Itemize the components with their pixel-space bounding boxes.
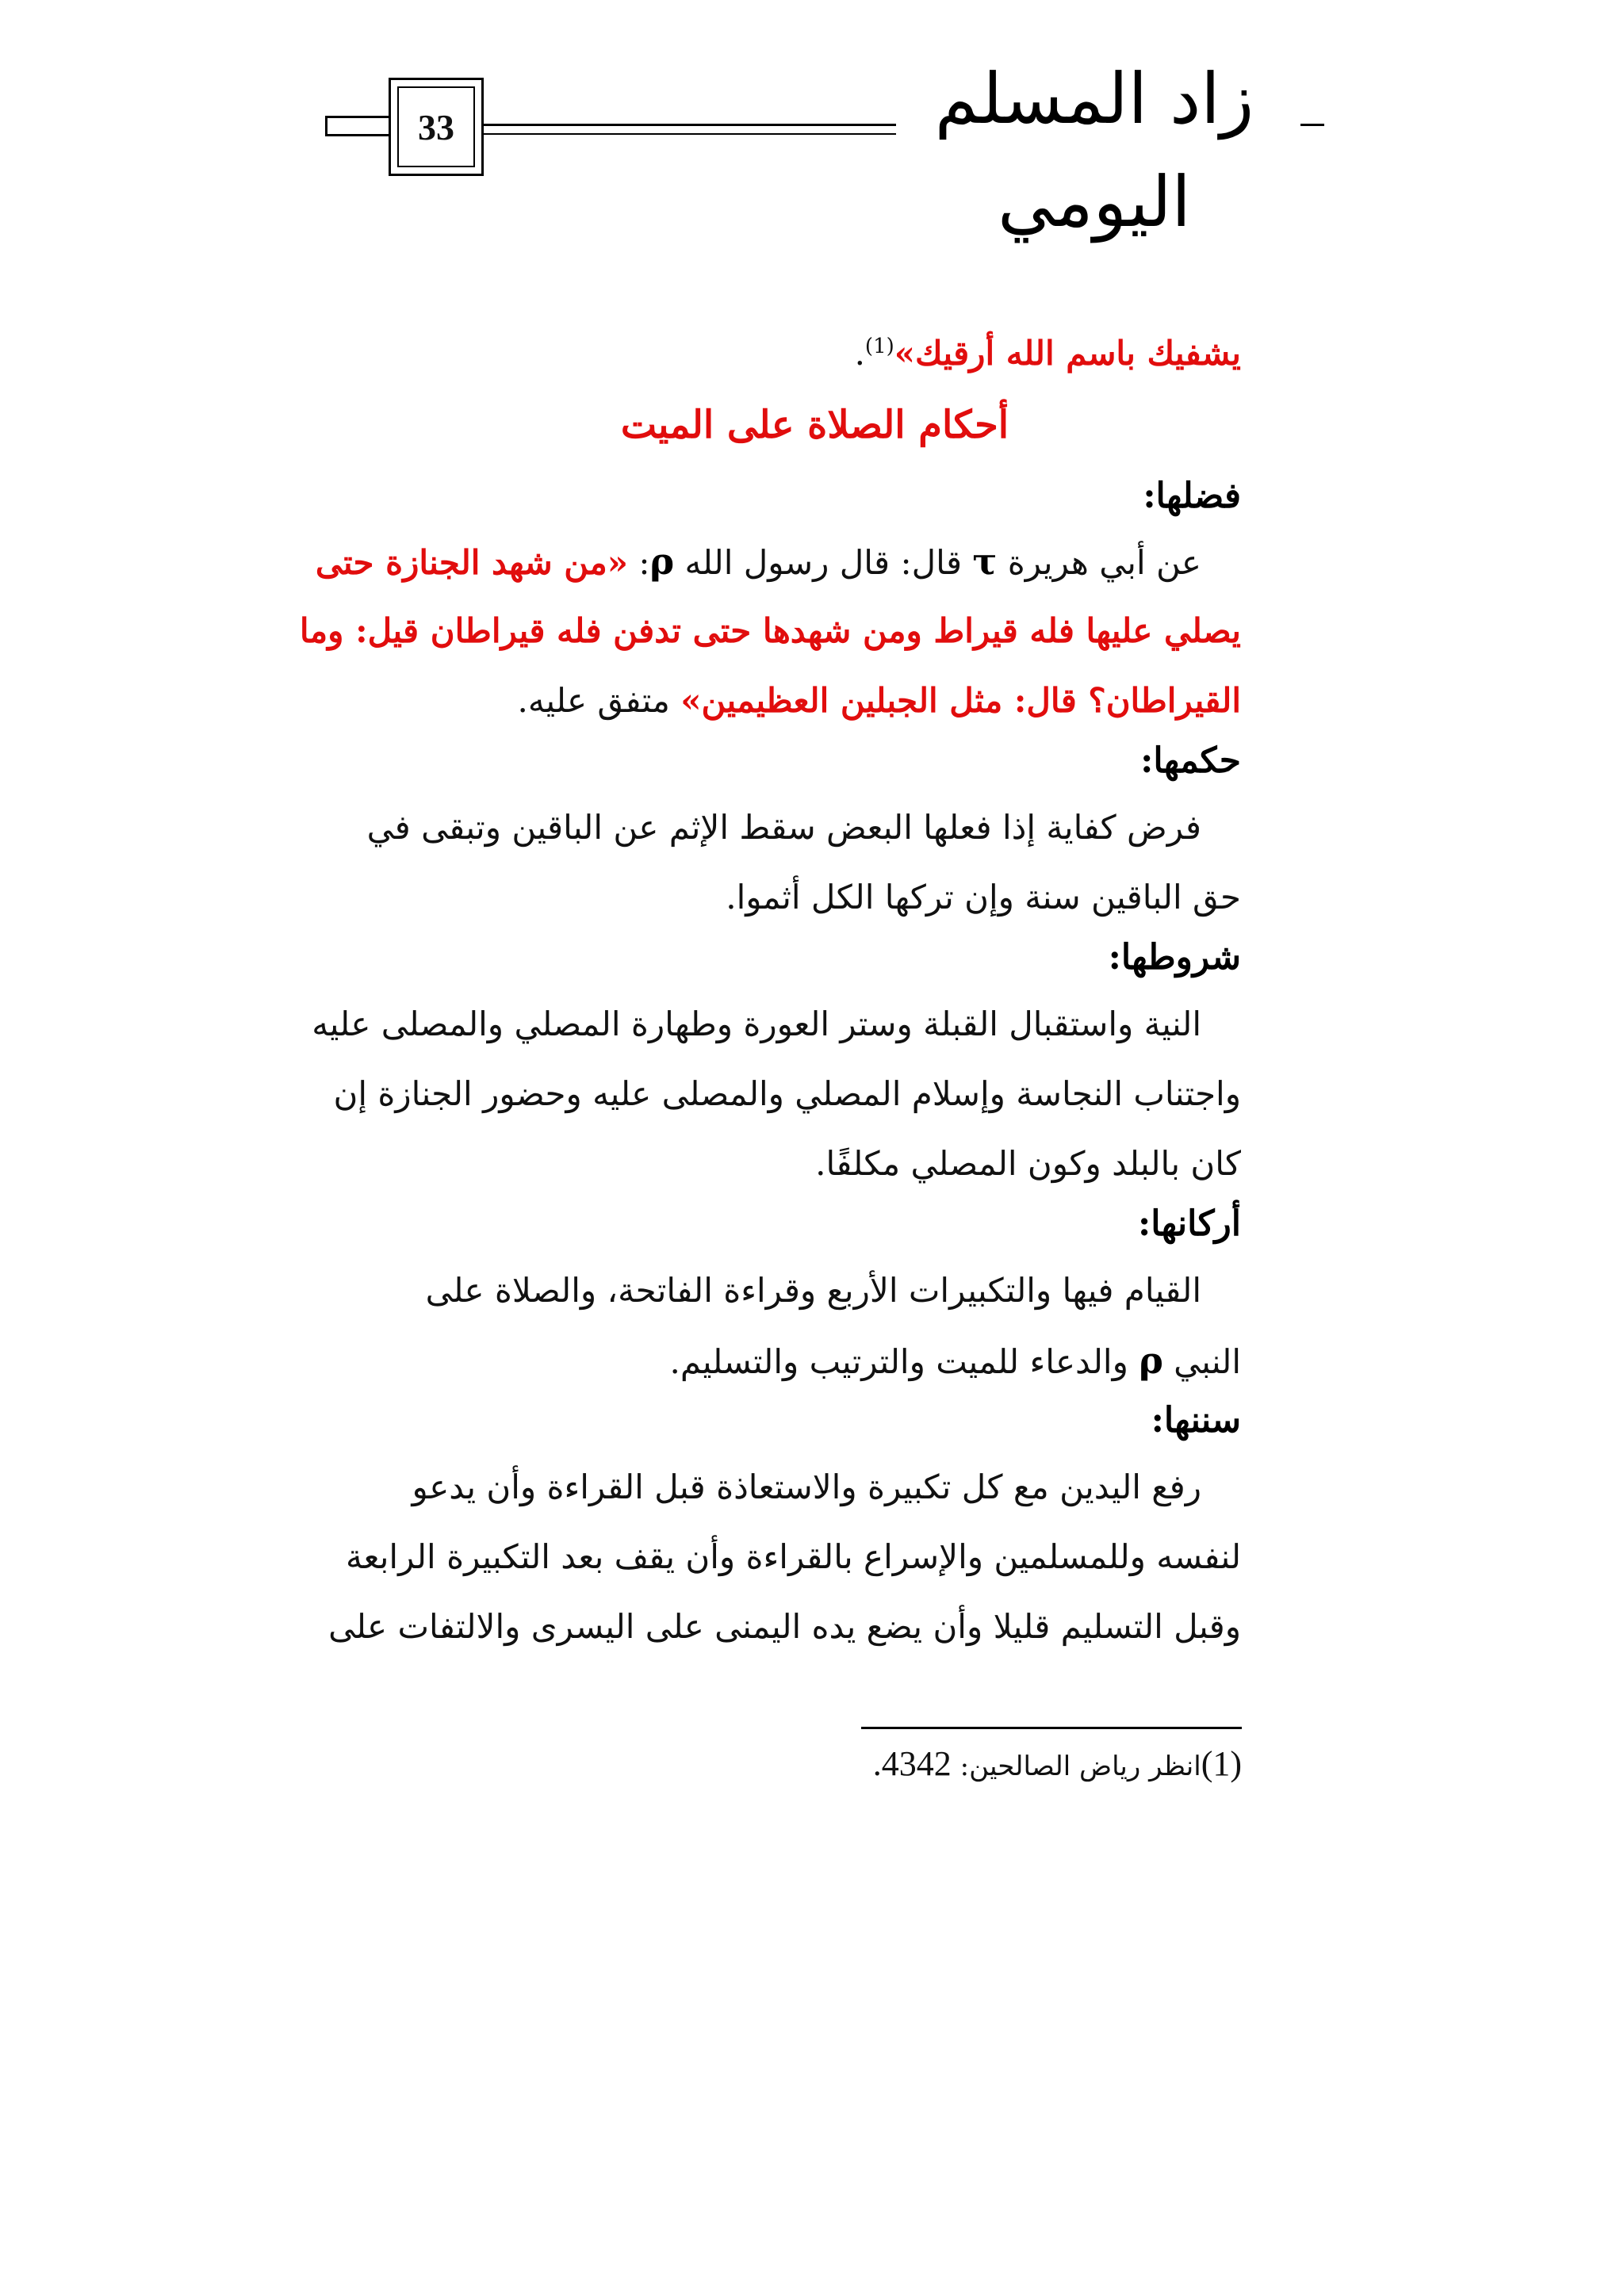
section-title-pillars: أركانها:	[1137, 1203, 1241, 1244]
period: .	[854, 334, 865, 373]
ruling-line-2: حق الباقين سنة وإن تركها الكل أثموا.	[726, 878, 1241, 916]
page-number: 33	[397, 86, 475, 167]
opening-line	[389, 317, 1241, 390]
section-title-conditions: شروطها:	[1108, 937, 1241, 978]
section-title-virtue: فضلها:	[1143, 476, 1241, 516]
conditions-line-2: واجتناب النجاسة وإسلام المصلي والمصلى عليه وحضور الجنازة إن	[333, 1074, 1241, 1113]
virtue-line-2: يصلي عليها فله قيراط ومن شهدها حتى تدفن فله قيراطان قيل: وما	[299, 611, 1241, 650]
page-number-box	[389, 78, 484, 176]
hadith-text: «من شهد الجنازة حتى	[315, 543, 628, 582]
pillars-line-1: القيام فيها والتكبيرات الأربع وقراءة الفاتحة، والصلاة على	[425, 1271, 1201, 1310]
conditions-line-3: كان بالبلد وكون المصلي مكلفًا.	[815, 1144, 1241, 1183]
hadith-text: القيراطان؟ قال: مثل الجبلين العظيمين»	[680, 681, 1241, 720]
source-citation: متفق عليه.	[517, 681, 670, 720]
section-title-ruling: حكمها:	[1140, 740, 1241, 781]
text-span: قال: قال رسول الله	[684, 543, 963, 582]
virtue-line-1	[315, 525, 1241, 599]
book-title: زاد المسلم اليومي	[934, 58, 1254, 243]
header-endcap	[325, 116, 389, 136]
chapter-heading: أحكام الصلاة على الميت	[620, 403, 1009, 447]
colon: :	[638, 543, 650, 582]
page-body	[299, 317, 1241, 1712]
text-span: والدعاء للميت والترتيب والتسليم.	[669, 1342, 1128, 1381]
footnote-ref: (1)	[864, 335, 894, 358]
hadith-ending: يشفيك باسم الله أرقيك»	[894, 334, 1241, 373]
sunnahs-line-1: رفع اليدين مع كل تكبيرة والاستعاذة قبل القراءة وأن يدعو	[412, 1468, 1201, 1506]
footnote	[861, 1736, 1242, 1794]
footnote-text: انظر رياض الصالحين:	[959, 1751, 1201, 1782]
footnote-reference: 4342.	[872, 1744, 952, 1783]
footnote-number: (1)	[1201, 1744, 1242, 1783]
text-span: النبي	[1174, 1342, 1241, 1381]
sunnahs-line-3: وقبل التسليم قليلا وأن يضع يده اليمنى على اليسرى والالتفات على	[328, 1607, 1241, 1646]
section-title-sunnahs: سننها:	[1151, 1400, 1241, 1441]
header-rule-top	[484, 124, 896, 126]
sunnahs-line-2: لنفسه وللمسلمين والإسراع بالقراءة وأن يقف بعد التكبيرة الرابعة	[345, 1537, 1241, 1576]
honorific-symbol: ρ	[1139, 1339, 1163, 1382]
honorific-symbol: ρ	[649, 540, 675, 583]
conditions-line-1: النية واستقبال القبلة وستر العورة وطهارة المصلي والمصلى عليه	[312, 1004, 1201, 1043]
footnote-rule	[861, 1727, 1242, 1729]
ruling-line-1: فرض كفاية إذا فعلها البعض سقط الإثم عن الباقين وتبقى في	[366, 808, 1201, 847]
header-rule-bottom	[484, 133, 896, 135]
honorific-symbol: τ	[972, 540, 998, 583]
text-span: عن أبي هريرة	[1007, 543, 1201, 582]
